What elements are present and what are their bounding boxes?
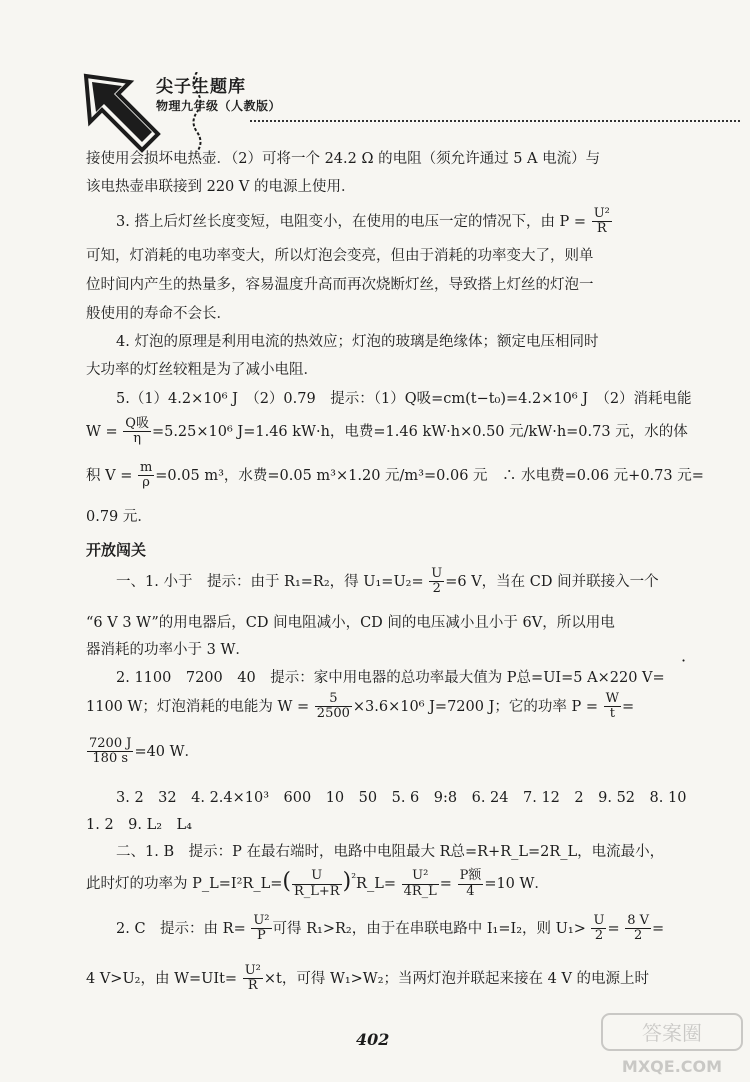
formula-fraction: $\frac{U}{2}$ xyxy=(593,913,605,944)
text-line: W = $\frac{\text{Q吸}}{\eta}$ =5.25×10⁶ J=1.46 kW·h，电费=1.46 kW·h×0.50 元/kW·h=0.73 元，水的体 xyxy=(86,416,688,447)
text-line: 该电热壶串联接到 220 V 的电源上使用． xyxy=(86,179,356,195)
text-line: 积 V = $\frac{m}{\rho}$ =0.05 m³，水费=0.05 m³×1.20 元/m³=0.06 元 ∴ 水电费=0.06 元+0.73 元= xyxy=(86,460,704,491)
formula-fraction: $\frac{5}{2500}$ xyxy=(316,691,350,722)
formula-fraction: $\frac{\text{U²}}{R}$ xyxy=(244,963,261,994)
text-line: 此时灯的功率为 P_L=I²R_L=( $\frac{U}{R\_L+R}$ )$^{^2}$R_L= $\frac{\text{U²}}{4R\_L}$ = $\frac{\text{P额}}{4}$ =10 W． xyxy=(86,868,549,899)
formula-fraction: $\frac{\text{Q吸}}{\eta}$ xyxy=(125,416,149,447)
text-line: 位时间内产生的热量多，容易温度升高而再次烧断灯丝，导致搭上灯丝的灯泡一 xyxy=(86,277,594,293)
text-line: 2. 1100 7200 40 提示：家中用电器的总功率最大值为 P总=UI=5 A×220 V= xyxy=(116,670,665,686)
formula-fraction: $\frac{\text{U²}}{P}$ xyxy=(253,913,270,944)
series-title: 尖子生题库 xyxy=(156,77,246,97)
formula-fraction: $\frac{W}{t}$ xyxy=(605,691,620,722)
text-line: 4. 灯泡的原理是利用电流的热效应；灯泡的玻璃是绝缘体；额定电压相同时 xyxy=(116,334,599,350)
page-number: 402 xyxy=(356,1030,390,1049)
text-line: 可知，灯消耗的电功率变大，所以灯泡会变亮，但由于消耗的功率变大了，则单 xyxy=(86,248,594,264)
header-rule xyxy=(250,120,740,122)
formula-fraction: $\frac{m}{\rho}$ xyxy=(139,460,153,491)
text-line: $\frac{7200 J}{180 s}$ =40 W． xyxy=(89,736,200,767)
page-header xyxy=(60,50,700,150)
formula-fraction: $\frac{\text{P额}}{4}$ xyxy=(459,868,482,899)
text-line: 器消耗的功率小于 3 W． xyxy=(86,642,250,658)
text-line: 0.79 元． xyxy=(86,509,152,525)
text-line: 1. 2 9. L₂ L₄ xyxy=(86,817,192,833)
text-line: 大功率的灯丝较粗是为了减小电阻． xyxy=(86,362,318,378)
section-title: 开放闯关 xyxy=(86,541,147,559)
svg-text:答案圈: 答案圈 xyxy=(642,1021,702,1045)
svg-text:MXQE.COM: MXQE.COM xyxy=(621,1057,723,1076)
formula-fraction: $\frac{8 V}{2}$ xyxy=(627,913,649,944)
text-line: 4 V>U₂，由 W=UIt= $\frac{\text{U²}}{R}$ ×t，可得 W₁>W₂；当两灯泡并联起来接在 4 V 的电源上时 xyxy=(86,963,650,994)
text-line: 3. 搭上后灯丝长度变短，电阻变小，在使用的电压一定的情况下，由 P = $\frac{\text{U²}}{R}$ xyxy=(116,206,610,237)
formula-fraction: $\frac{\text{U²}}{R}$ xyxy=(593,206,610,237)
stray-mark: · xyxy=(681,651,687,670)
text-line: 二、1. B 提示：P 在最右端时，电路中电阻最大 R总=R+R_L=2R_L，电流最小， xyxy=(116,844,665,860)
formula-fraction: $\frac{7200 J}{180 s}$ xyxy=(89,736,132,767)
text-line: 1100 W；灯泡消耗的电能为 W = $\frac{5}{2500}$ ×3.6×10⁶ J=7200 J；它的功率 P = $\frac{W}{t}$ = xyxy=(86,691,635,722)
text-line: “6 V 3 W”的用电器后，CD 间电阻减小，CD 间的电压减小且小于 6V，所以用电 xyxy=(86,615,615,631)
watermark-logo xyxy=(600,1010,745,1080)
formula-fraction: $\frac{\text{U²}}{4R\_L}$ xyxy=(403,868,437,899)
text-line: 接使用会损坏电热壶．（2）可将一个 24.2 Ω 的电阻（须允许通过 5 A 电流）与 xyxy=(86,151,601,167)
formula-fraction: $\frac{U}{R\_L+R}$ xyxy=(293,868,340,899)
text-line: 3. 2 32 4. 2.4×10³ 600 10 50 5. 6 9:8 6. 24 7. 12 2 9. 52 8. 10 xyxy=(116,790,687,806)
back-arrow-icon xyxy=(78,68,168,158)
text-line: 般使用的寿命不会长． xyxy=(86,306,231,322)
book-subtitle: 物理九年级（人教版） xyxy=(156,99,282,113)
decorative-line-icon xyxy=(190,72,204,152)
text-line: 一、1. 小于 提示：由于 R₁=R₂，得 U₁=U₂= $\frac{U}{2}$ =6 V，当在 CD 间并联接入一个 xyxy=(116,566,659,597)
formula-fraction: $\frac{U}{2}$ xyxy=(431,566,443,597)
text-line: 2. C 提示：由 R= $\frac{\text{U²}}{P}$ 可得 R₁>R₂，由于在串联电路中 I₁=I₂，则 U₁> $\frac{U}{2}$ = $\frac{8 V}{2}$ = xyxy=(116,913,665,944)
text-line: 5.（1）4.2×10⁶ J （2）0.79 提示：（1）Q吸=cm(t−t₀)=4.2×10⁶ J （2）消耗电能 xyxy=(116,391,692,407)
